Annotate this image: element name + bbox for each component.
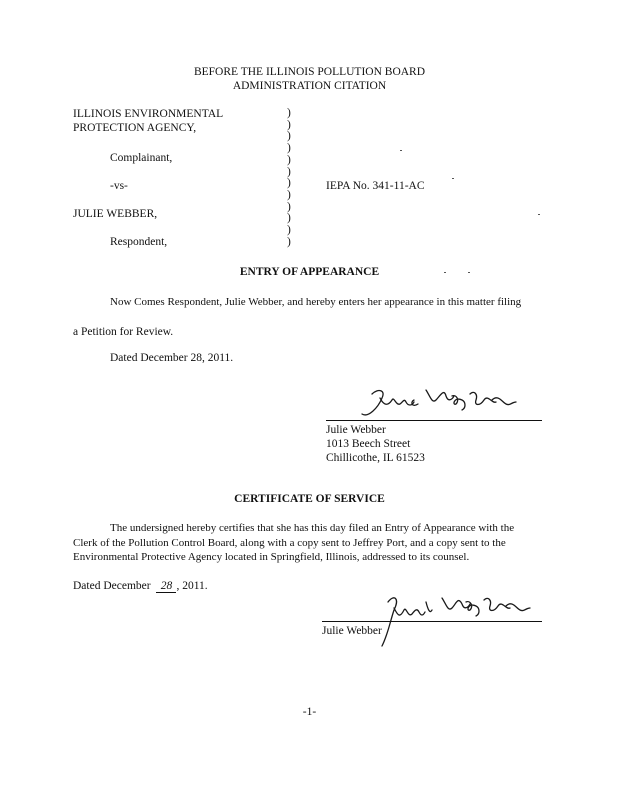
dated-prefix: Dated December (73, 580, 151, 592)
entry-body-line1: Now Comes Respondent, Julie Webber, and hereby enters her appearance in this matter filing (110, 296, 522, 308)
signature-image-2 (370, 592, 550, 652)
scan-speck (444, 272, 446, 273)
signer-name-2: Julie Webber (322, 625, 382, 637)
versus-label: -vs- (110, 180, 128, 192)
page-number: -1- (302, 706, 317, 718)
scan-speck (452, 178, 454, 179)
dated-day-handwritten: 28 (156, 580, 176, 593)
bracket-glyph: ) (287, 118, 291, 131)
complainant-name-line1: ILLINOIS ENVIRONMENTAL (73, 108, 224, 120)
entry-dated: Dated December 28, 2011. (110, 352, 234, 364)
bracket-glyph: ) (287, 177, 291, 190)
scan-speck (400, 150, 402, 151)
bracket-glyph: ) (287, 224, 291, 237)
signature-line-2 (322, 621, 542, 622)
certificate-heading: CERTIFICATE OF SERVICE (234, 493, 385, 505)
court-heading: BEFORE THE ILLINOIS POLLUTION BOARD (193, 66, 426, 78)
entry-heading: ENTRY OF APPEARANCE (239, 266, 380, 278)
certificate-line3: Environmental Protective Agency located in Springfield, Illinois, addressed to its counsel. (73, 551, 470, 563)
case-number: IEPA No. 341-11-AC (326, 180, 425, 192)
signer-street: 1013 Beech Street (326, 438, 411, 450)
scan-speck (468, 272, 470, 273)
dated-suffix: , 2011. (176, 580, 208, 592)
bracket-glyph: ) (287, 153, 291, 166)
complainant-role: Complainant, (110, 152, 173, 164)
signature-image-1 (352, 384, 552, 424)
caption-bracket (287, 108, 291, 248)
certificate-line1: The undersigned hereby certifies that she has this day filed an Entry of Appearance with the (110, 522, 515, 534)
bracket-glyph: ) (287, 212, 291, 225)
bracket-glyph: ) (287, 142, 291, 155)
bracket-glyph: ) (287, 188, 291, 201)
scan-speck (538, 214, 540, 215)
certificate-line2: Clerk of the Pollution Control Board, along with a copy sent to Jeffrey Port, and a copy sent to the (73, 537, 506, 549)
certificate-dated (73, 580, 208, 593)
signer-name-1: Julie Webber (326, 424, 386, 436)
citation-heading: ADMINISTRATION CITATION (232, 80, 387, 92)
entry-body-line2: a Petition for Review. (73, 326, 174, 338)
bracket-glyph: ) (287, 107, 291, 119)
signature-line-1 (326, 420, 542, 421)
bracket-glyph: ) (287, 130, 291, 143)
signer-city: Chillicothe, IL 61523 (326, 452, 425, 464)
bracket-glyph: ) (287, 165, 291, 178)
bracket-glyph: ) (287, 235, 291, 248)
respondent-name: JULIE WEBBER, (73, 208, 158, 220)
complainant-name-line2: PROTECTION AGENCY, (73, 122, 197, 134)
respondent-role: Respondent, (110, 236, 168, 248)
bracket-glyph: ) (287, 200, 291, 213)
